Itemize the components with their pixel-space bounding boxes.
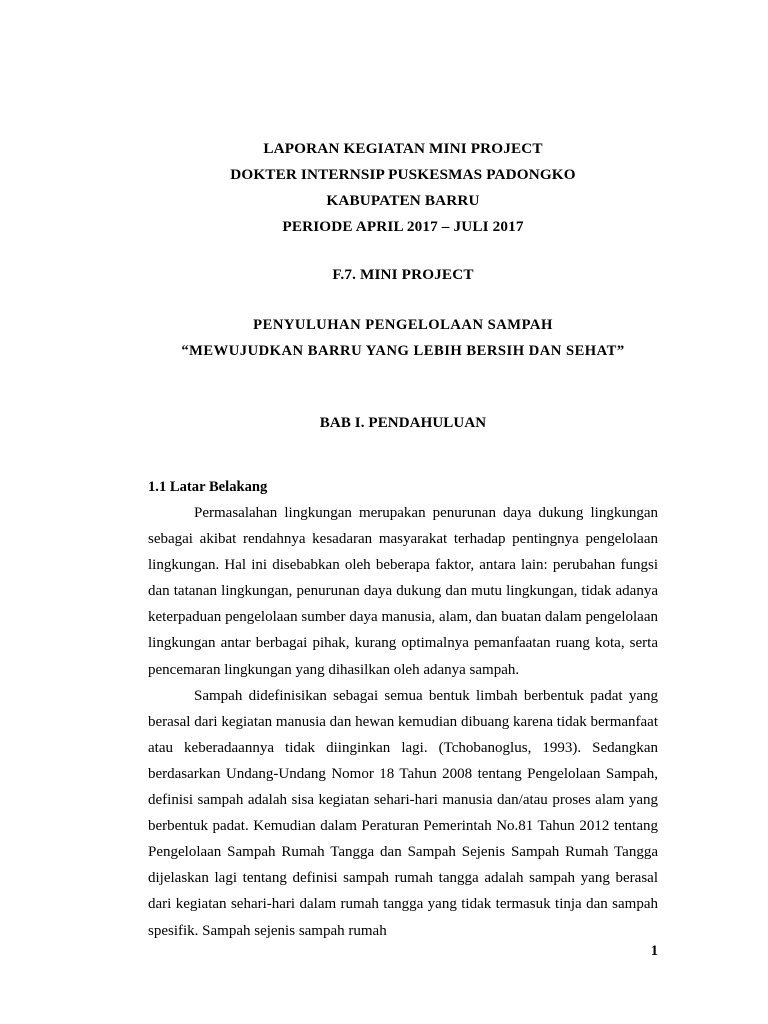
section-label: F.7. MINI PROJECT [332,266,474,283]
project-title: PENYULUHAN PENGELOLAAN SAMPAH [253,317,553,333]
project-tagline: “MEWUJUDKAN BARRU YANG LEBIH BERSIH DAN SEHAT” [181,343,625,359]
page-number: 1 [650,943,658,959]
report-title-line-1: LAPORAN KEGIATAN MINI PROJECT [263,140,543,157]
spacer-before-chapter [148,364,658,410]
report-title-line-4: PERIODE APRIL 2017 – JULI 2017 [282,218,524,235]
section-subheading: 1.1 Latar Belakang [148,479,268,495]
body-paragraph-2: Sampah didefinisikan sebagai semua bentuk limbah berbentuk padat yang berasal dari kegiatan manusia dan hewan kemudian dibuang karena tidak bermanfaat atau keberadaannya tidak diinginkan lagi. (Tchobanoglus, 1993). Sedangkan berdasarkan Undang-Undang Nomor 18 Tahun 2008 tentang Pengelolaan Sampah, definisi sampah adalah sisa kegiatan sehari-hari manusia dan/atau proses alam yang berbentuk padat. Kemudian dalam Peraturan Pemerintah No.81 Tahun 2012 tentang Pengelolaan Sampah Rumah Tangga dan Sampah Sejenis Sampah Rumah Tangga dijelaskan lagi tentang definisi sampah rumah tangga adalah sampah yang berasal dari kegiatan sehari-hari dalam rumah tangga yang tidak termasuk tinja dan sampah spesifik. Sampah sejenis sampah rumah [148,687,658,939]
report-title-line-3: KABUPATEN BARRU [326,192,480,209]
spacer-after-chapter [148,436,658,464]
page-content [148,0,658,944]
spacer-after-title [148,240,658,262]
body-paragraph-1: Permasalahan lingkungan merupakan penurunan daya dukung lingkungan sebagai akibat rendahnya kesadaran masyarakat terhadap pentingnya pengelolaan lingkungan. Hal ini disebabkan oleh beberapa faktor, antara lain: perubahan fungsi dan tatanan lingkungan, penurunan daya dukung dan mutu lingkungan, tidak adanya keterpaduan pengelolaan sumber daya manusia, alam, dan buatan dalam pengelolaan lingkungan antar berbagai pihak, kurang optimalnya pemanfaatan ruang kota, serta pencemaran lingkungan yang dihasilkan oleh adanya sampah. [148,505,658,678]
report-title-line-2: DOKTER INTERNSIP PUSKESMAS PADONGKO [230,166,576,183]
spacer-after-section-label [148,288,658,312]
report-title-block [148,136,658,240]
chapter-heading: BAB I. PENDAHULUAN [319,415,487,431]
